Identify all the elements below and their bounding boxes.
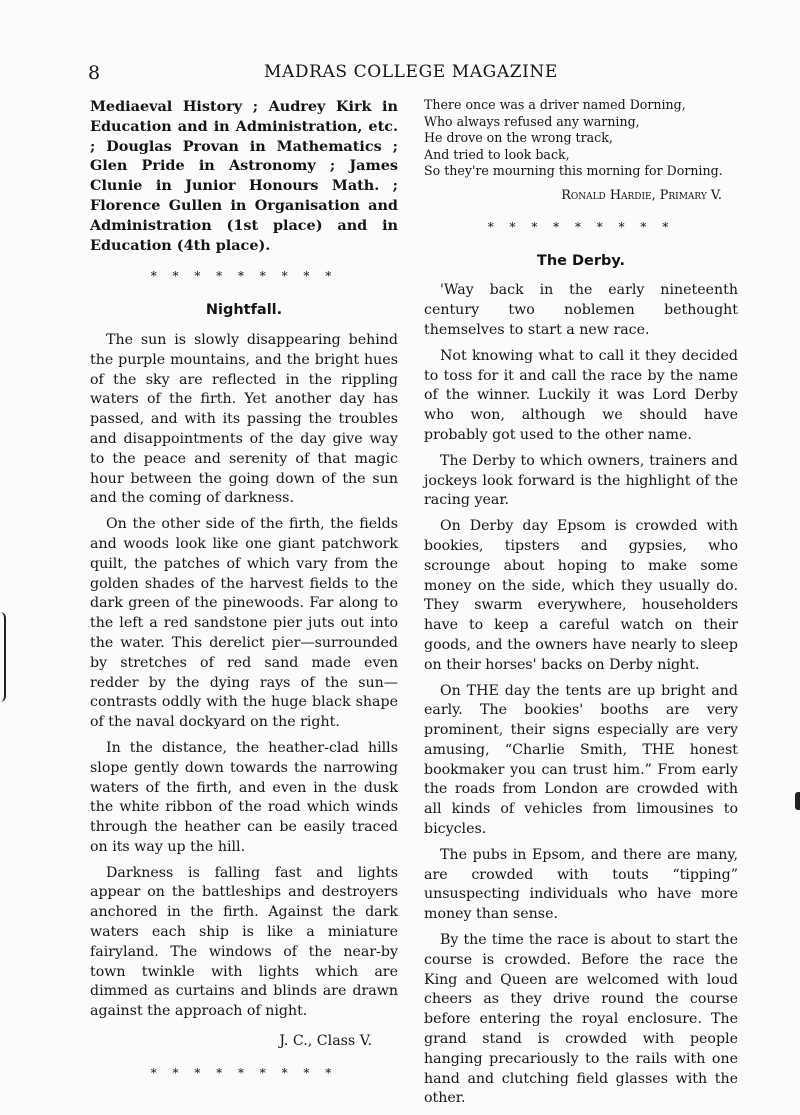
derby-paragraph: The pubs in Epsom, and there are many, are crowded with touts “tipping” unsuspecting individuals who have more money than sense. xyxy=(424,846,738,923)
derby-paragraph: By the time the race is about to start the course is crowded. Before the race the King and Queen are welcomed with loud cheers as they drive round the course before entering the royal enclosure. The grand stand is crowded with people hanging precariously to the rails with one hand and clutching field glasses with the other. xyxy=(424,932,738,1107)
poem-line: And tried to look back, xyxy=(424,146,570,162)
limerick xyxy=(424,97,738,180)
derby-paragraph: 'Way back in the early nineteenth century two noblemen bethought themselves to start a new race. xyxy=(424,282,738,338)
nightfall-paragraph: The sun is slowly disappearing behind the purple mountains, and the bright hues of the sky are reflected in the rippling waters of the firth. Yet another day has passed, and with its passing the troubles and disappointments of the day give way to the peace and serenity of that magic hour between the going down of the sun and the coming of darkness. xyxy=(90,331,398,507)
separator-stars: * * * * * * * * * xyxy=(150,1065,338,1080)
nightfall-paragraph: On the other side of the firth, the fields and woods look like one giant patchwork quilt, the patches of which vary from the golden shades of the harvest fields to the dark green of the pinewoods. Far along to the left a red sandstone pier juts out into the water. This derelict pier—surrounded by stretches of red sand made even redder by the dying rays of the sun—contrasts oddly with the huge black shape of the naval dockyard on the right. xyxy=(90,516,398,731)
page-header xyxy=(88,62,736,86)
nightfall-signature: J. C., Class V. xyxy=(279,1033,372,1050)
poem-line: So they're mourning this morning for Dorning. xyxy=(424,163,723,179)
poem-line: He drove on the wrong track, xyxy=(424,130,613,146)
poem-line: Who always refused any warning, xyxy=(424,113,640,129)
derby-paragraph: The Derby to which owners, trainers and jockeys look forward is the highlight of the racing year. xyxy=(424,452,738,509)
derby-paragraph: Not knowing what to call it they decided to toss for it and call the race by the name of the winner. Luckily it was Lord Derby who won, although we should have probably got used to the other name. xyxy=(424,347,738,443)
page-number: 8 xyxy=(88,62,101,84)
right-column xyxy=(424,97,738,1115)
derby-paragraph: On THE day the tents are up bright and early. The bookies' booths are very prominent, their signs especially are very amusing, “Charlie Smith, THE honest bookmaker you can trust him.” From early the roads from London are crowded with all kinds of vehicles from limousines to bicycles. xyxy=(424,682,738,838)
magazine-title: MADRAS COLLEGE MAGAZINE xyxy=(264,62,558,82)
poem-line: There once was a driver named Dorning, xyxy=(424,97,686,112)
binding-edge-mark xyxy=(0,612,6,702)
section-title-derby: The Derby. xyxy=(536,252,626,269)
left-column xyxy=(90,97,398,1098)
separator-stars: * * * * * * * * * xyxy=(150,269,338,284)
section-title-nightfall: Nightfall. xyxy=(205,302,283,319)
poem-signature: Ronald Hardie, Primary V. xyxy=(561,187,722,203)
nightfall-paragraph: In the distance, the heather-clad hills slope gently down towards the narrowing waters of the firth, and even in the dusk the white ribbon of the road which winds through the heather can be easily traced on its way up the hill. xyxy=(90,739,398,855)
nightfall-paragraph: Darkness is falling fast and lights appear on the battleships and destroyers anchored in the firth. Against the dark waters each ship is like a miniature fairyland. The windows of the near-by town twinkle with lights which are dimmed as curtains and blinds are drawn against the approach of night. xyxy=(90,864,398,1020)
derby-paragraph: On Derby day Epsom is crowded with bookies, tipsters and gypsies, who scrounge about hoping to make some money on the side, which they usually do. They swarm everywhere, householders have to keep a careful watch on their goods, and the owners have nearly to sleep on their horses' backs on Derby night. xyxy=(424,518,738,673)
separator-stars: * * * * * * * * * xyxy=(487,219,675,234)
lead-paragraph: Mediaeval History ; Audrey Kirk in Education and in Administration, etc. ; Douglas Provan in Mathematics ; Glen Pride in Astronomy ; James Clunie in Junior Honours Math. ; Florence Gullen in Organisation and Administration (1st place) and in Education (4th place). xyxy=(90,98,398,254)
margin-ink-mark xyxy=(795,792,800,810)
